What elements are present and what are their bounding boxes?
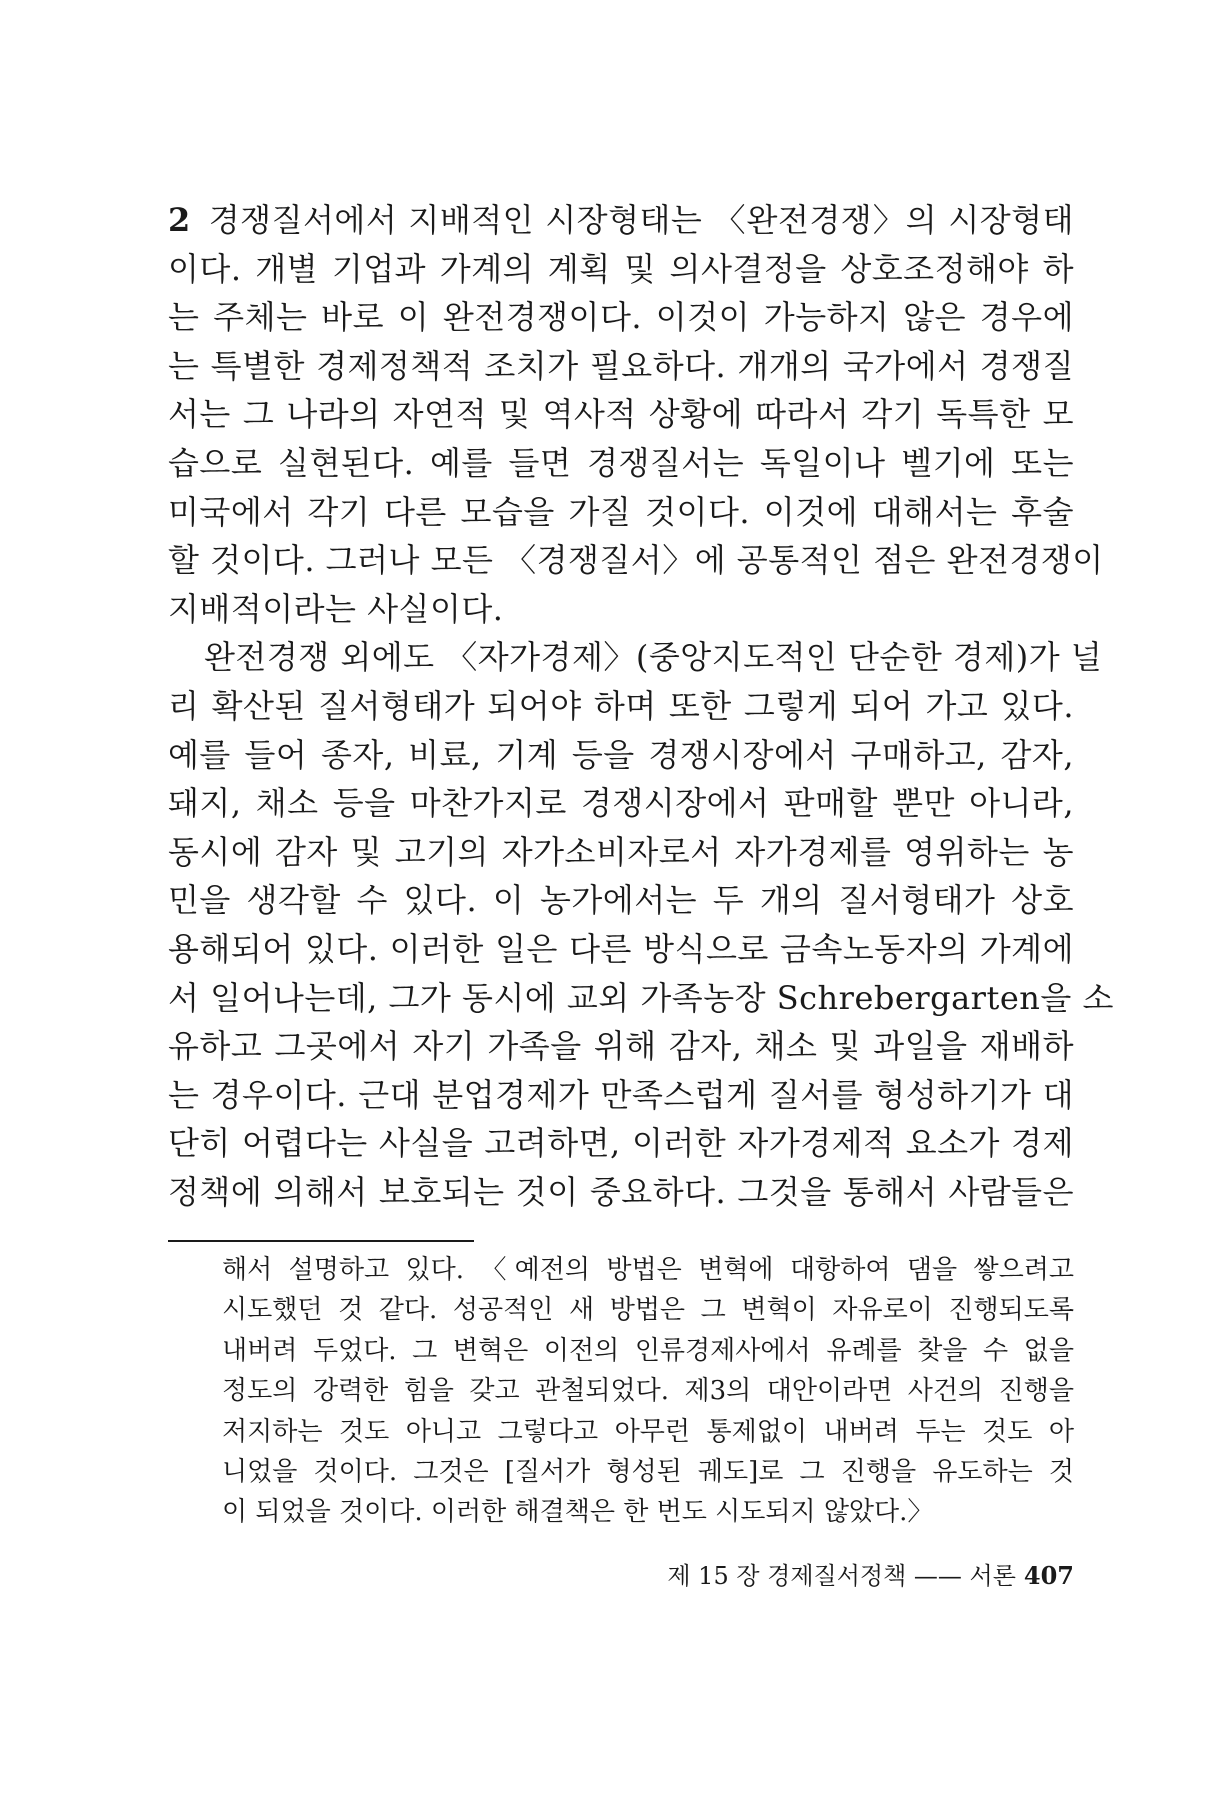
footnote-line-6: 니었을 것이다. 그것은 [질서가 형성된 궤도]로 그 진행을 유도하는 것 — [222, 1456, 1074, 1487]
body-line-10: 완전경쟁 외에도 〈자가경제〉(중앙지도적인 단순한 경제)가 널 — [204, 638, 1103, 677]
body-line-17: 서 일어나는데, 그가 동시에 교외 가족농장 Schrebergarten을 소 — [168, 978, 1114, 1017]
footnote-line-4: 정도의 강력한 힘을 갖고 관철되었다. 제3의 대안이라면 사건의 진행을 — [222, 1376, 1074, 1407]
body-line-7: 미국에서 각기 다른 모습을 가질 것이다. 이것에 대해서는 후술 — [168, 492, 1074, 531]
footnote-line-7: 이 되었을 것이다. 이러한 해결책은 한 번도 시도되지 않았다.〉 — [222, 1497, 934, 1528]
footnote-divider — [168, 1240, 474, 1242]
page-number: 407 — [1023, 1561, 1074, 1590]
body-line-1: 2 경쟁질서에서 지배적인 시장형태는 〈완전경쟁〉의 시장형태 — [168, 201, 1074, 239]
chapter-title: 제 15 장 경제질서정책 —— 서론 — [667, 1562, 1016, 1590]
body-line-21: 정책에 의해서 보호되는 것이 중요하다. 그것을 통해서 사람들은 — [168, 1172, 1074, 1211]
main-text — [168, 196, 1114, 1216]
body-line-13: 돼지, 채소 등을 마찬가지로 경쟁시장에서 판매할 뿐만 아니라, — [168, 784, 1074, 823]
footnote-line-3: 내버려 두었다. 그 변혁은 이전의 인류경제사에서 유례를 찾을 수 없을 — [222, 1335, 1074, 1366]
body-line-2: 이다. 개별 기업과 가계의 계획 및 의사결정을 상호조정해야 하 — [168, 249, 1074, 288]
body-line-6: 습으로 실현된다. 예를 들면 경쟁질서는 독일이나 벨기에 또는 — [168, 443, 1074, 482]
footnote-line-1: 해서 설명하고 있다. 〈예전의 방법은 변혁에 대항하여 댐을 쌓으려고 — [222, 1255, 1074, 1285]
footnote-line-2: 시도했던 것 같다. 성공적인 새 방법은 그 변혁이 자유로이 진행되도록 — [222, 1295, 1074, 1326]
body-line-15: 민을 생각할 수 있다. 이 농가에서는 두 개의 질서형태가 상호 — [168, 881, 1074, 920]
paragraph-number: 2 — [168, 201, 191, 239]
running-footer — [667, 1556, 1074, 1591]
body-line-12: 예를 들어 종자, 비료, 기계 등을 경쟁시장에서 구매하고, 감자, — [168, 735, 1074, 774]
body-line-18: 유하고 그곳에서 자기 가족을 위해 감자, 채소 및 과일을 재배하 — [168, 1027, 1074, 1066]
body-line-4: 는 특별한 경제정책적 조치가 필요하다. 개개의 국가에서 경쟁질 — [168, 346, 1074, 385]
body-line-14: 동시에 감자 및 고기의 자가소비자로서 자가경제를 영위하는 농 — [168, 832, 1074, 871]
body-line-9: 지배적이라는 사실이다. — [168, 589, 504, 628]
body-line-5: 서는 그 나라의 자연적 및 역사적 상황에 따라서 각기 독특한 모 — [168, 395, 1074, 434]
body-line-8: 할 것이다. 그러나 모든 〈경쟁질서〉에 공통적인 점은 완전경쟁이 — [168, 541, 1104, 580]
body-line-19: 는 경우이다. 근대 분업경제가 만족스럽게 질서를 형성하기가 대 — [168, 1075, 1074, 1114]
body-line-3: 는 주체는 바로 이 완전경쟁이다. 이것이 가능하지 않은 경우에 — [168, 298, 1074, 337]
body-line-16: 용해되어 있다. 이러한 일은 다른 방식으로 금속노동자의 가계에 — [168, 929, 1074, 968]
footnote — [222, 1250, 1074, 1533]
body-line-11: 리 확산된 질서형태가 되어야 하며 또한 그렇게 되어 가고 있다. — [168, 686, 1074, 725]
footnote-line-5: 저지하는 것도 아니고 그렇다고 아무런 통제없이 내버려 두는 것도 아 — [222, 1416, 1074, 1447]
body-line-20: 단히 어렵다는 사실을 고려하면, 이러한 자가경제적 요소가 경제 — [168, 1124, 1074, 1163]
